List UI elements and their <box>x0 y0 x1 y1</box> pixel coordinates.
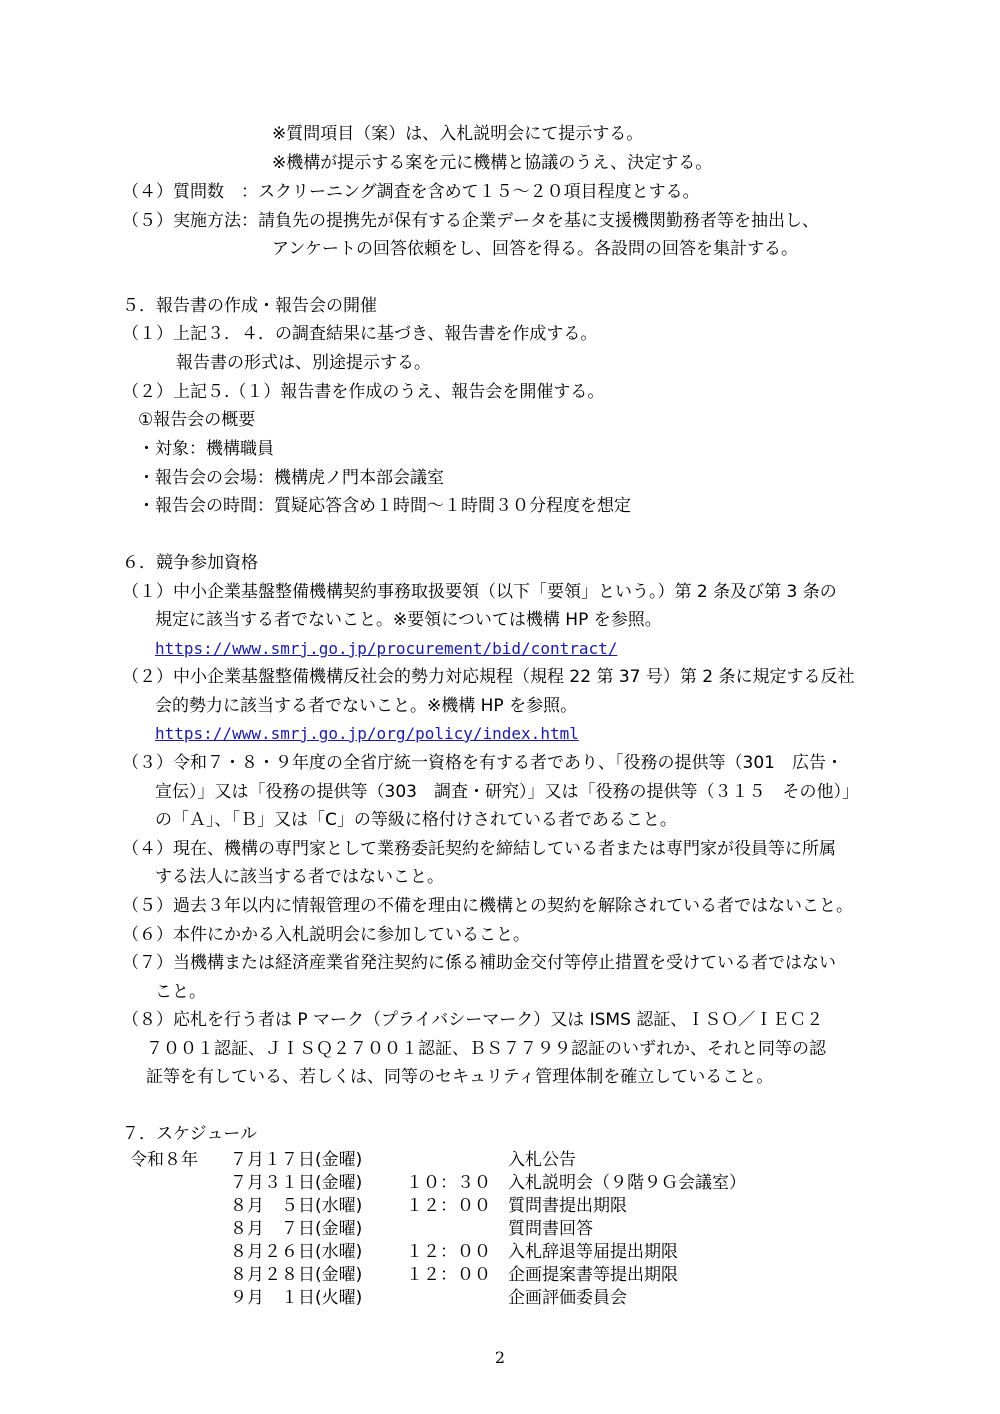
report-target: ・対象：機構職員 <box>138 439 274 459</box>
item-6-3: （３）令和７・８・９年度の全省庁統一資格を有する者であり、「役務の提供等（301 広告・ <box>122 753 843 773</box>
schedule-date: ７月１７日(金曜) <box>230 1150 363 1170</box>
item-6-5: （５）過去３年以内に情報管理の不備を理由に機構との契約を解除されている者ではないこと。 <box>122 896 853 916</box>
item-6-8: （８）応札を行う者は P マーク（プライバシーマーク）又は ISMS 認証、ＩＳＯ／ＩＥＣ２ <box>122 1010 824 1030</box>
item-5-2: （２）上記５.（１）報告書を作成のうえ、報告会を開催する。 <box>122 382 605 402</box>
item-6-3-cont1: 宣伝）」又は「役務の提供等（303 調査・研究）」又は「役務の提供等（３１５ その他）」 <box>155 782 859 802</box>
schedule-row <box>0 1241 1000 1263</box>
schedule-time: １２：００ <box>406 1196 491 1216</box>
schedule-date: ８月 ５日(水曜) <box>230 1196 363 1216</box>
schedule-date: ８月２６日(水曜) <box>230 1242 363 1262</box>
contract-link-row <box>155 638 617 660</box>
item-6-8-cont2: 証等を有している、若しくは、同等のセキュリティ管理体制を確立していること。 <box>146 1067 774 1087</box>
schedule-row <box>0 1264 1000 1286</box>
schedule-event: 企画評価委員会 <box>508 1288 627 1308</box>
schedule-event: 入札公告 <box>508 1150 576 1170</box>
schedule-row <box>0 1172 1000 1194</box>
note-decision: ※機構が提示する案を元に機構と協議のうえ、決定する。 <box>272 153 713 173</box>
item-6-8-cont1: ７００１認証、ＪＩＳＱ２７００１認証、ＢＳ７７９９認証のいずれか、それと同等の認 <box>146 1039 826 1059</box>
schedule-date: ９月 １日(火曜) <box>230 1288 363 1308</box>
item-6-1-cont: 規定に該当する者でないこと。※要領については機構 HP を参照。 <box>155 610 662 630</box>
item-6-2: （２）中小企業基盤整備機構反社会的勢力対応規程（規程 22 第 37 号）第 2 条に規定する反社 <box>122 667 855 687</box>
schedule-row <box>0 1195 1000 1217</box>
report-duration: ・報告会の時間：質疑応答含め１時間～１時間３０分程度を想定 <box>138 496 631 516</box>
report-venue: ・報告会の会場：機構虎ノ門本部会議室 <box>138 468 444 488</box>
schedule-event: 企画提案書等提出期限 <box>508 1265 678 1285</box>
item-6-3-cont2: の「Ａ」、「Ｂ」又は「C」の等級に格付けされている者であること。 <box>155 810 677 830</box>
schedule-era: 令和８年 <box>130 1150 198 1170</box>
schedule-event: 入札説明会（９階９Ｇ会議室） <box>508 1173 746 1193</box>
schedule-time: １０：３０ <box>406 1173 491 1193</box>
item-6-7: （７）当機構または経済産業省発注契約に係る補助金交付等停止措置を受けている者ではない <box>122 953 836 973</box>
contract-rules-link[interactable]: https://www.smrj.go.jp/procurement/bid/contract/ <box>155 639 618 658</box>
schedule-row <box>0 1287 1000 1309</box>
page-number: 2 <box>494 1348 506 1367</box>
schedule-event: 質問書回答 <box>508 1219 593 1239</box>
policy-link-row <box>155 723 579 745</box>
section-5-heading: ５．報告書の作成・報告会の開催 <box>122 296 377 316</box>
item-6-1: （１）中小企業基盤整備機構契約事務取扱要領（以下「要領」という。）第 2 条及び第 3 条の <box>122 582 837 602</box>
item-5-1: （１）上記３．４．の調査結果に基づき、報告書を作成する。 <box>122 324 598 344</box>
item-question-count: （４）質問数 ：スクリーニング調査を含めて１５～２０項目程度とする。 <box>122 182 700 202</box>
schedule-event: 入札辞退等届提出期限 <box>508 1242 678 1262</box>
schedule-row <box>0 1218 1000 1240</box>
section-7-heading: ７．スケジュール <box>122 1124 257 1144</box>
note-question-items: ※質問項目（案）は、入札説明会にて提示する。 <box>272 124 644 144</box>
item-6-6: （６）本件にかかる入札説明会に参加していること。 <box>122 925 530 945</box>
item-5-1-cont: 報告書の形式は、別途提示する。 <box>176 353 431 373</box>
schedule-date: ７月３１日(金曜) <box>230 1173 363 1193</box>
report-overview-heading: ①報告会の概要 <box>138 410 256 430</box>
schedule-date: ８月２８日(金曜) <box>230 1265 363 1285</box>
schedule-time: １２：００ <box>406 1265 491 1285</box>
item-method: （５）実施方法：請負先の提携先が保有する企業データを基に支援機関勤務者等を抽出し、 <box>122 211 819 231</box>
schedule-row <box>0 1149 1000 1171</box>
item-6-7-cont: こと。 <box>155 982 206 1002</box>
item-6-4: （４）現在、機構の専門家として業務委託契約を締結している者または専門家が役員等に所属 <box>122 839 836 859</box>
schedule-time: １２：００ <box>406 1242 491 1262</box>
policy-link[interactable]: https://www.smrj.go.jp/org/policy/index.html <box>155 724 579 743</box>
item-6-2-cont: 会的勢力に該当する者でないこと。※機構 HP を参照。 <box>155 696 578 716</box>
item-method-cont: アンケートの回答依頼をし、回答を得る。各設問の回答を集計する。 <box>272 239 798 259</box>
schedule-date: ８月 ７日(金曜) <box>230 1219 363 1239</box>
schedule-event: 質問書提出期限 <box>508 1196 627 1216</box>
section-6-heading: ６．競争参加資格 <box>122 553 258 573</box>
item-6-4-cont: する法人に該当する者ではないこと。 <box>155 867 444 887</box>
